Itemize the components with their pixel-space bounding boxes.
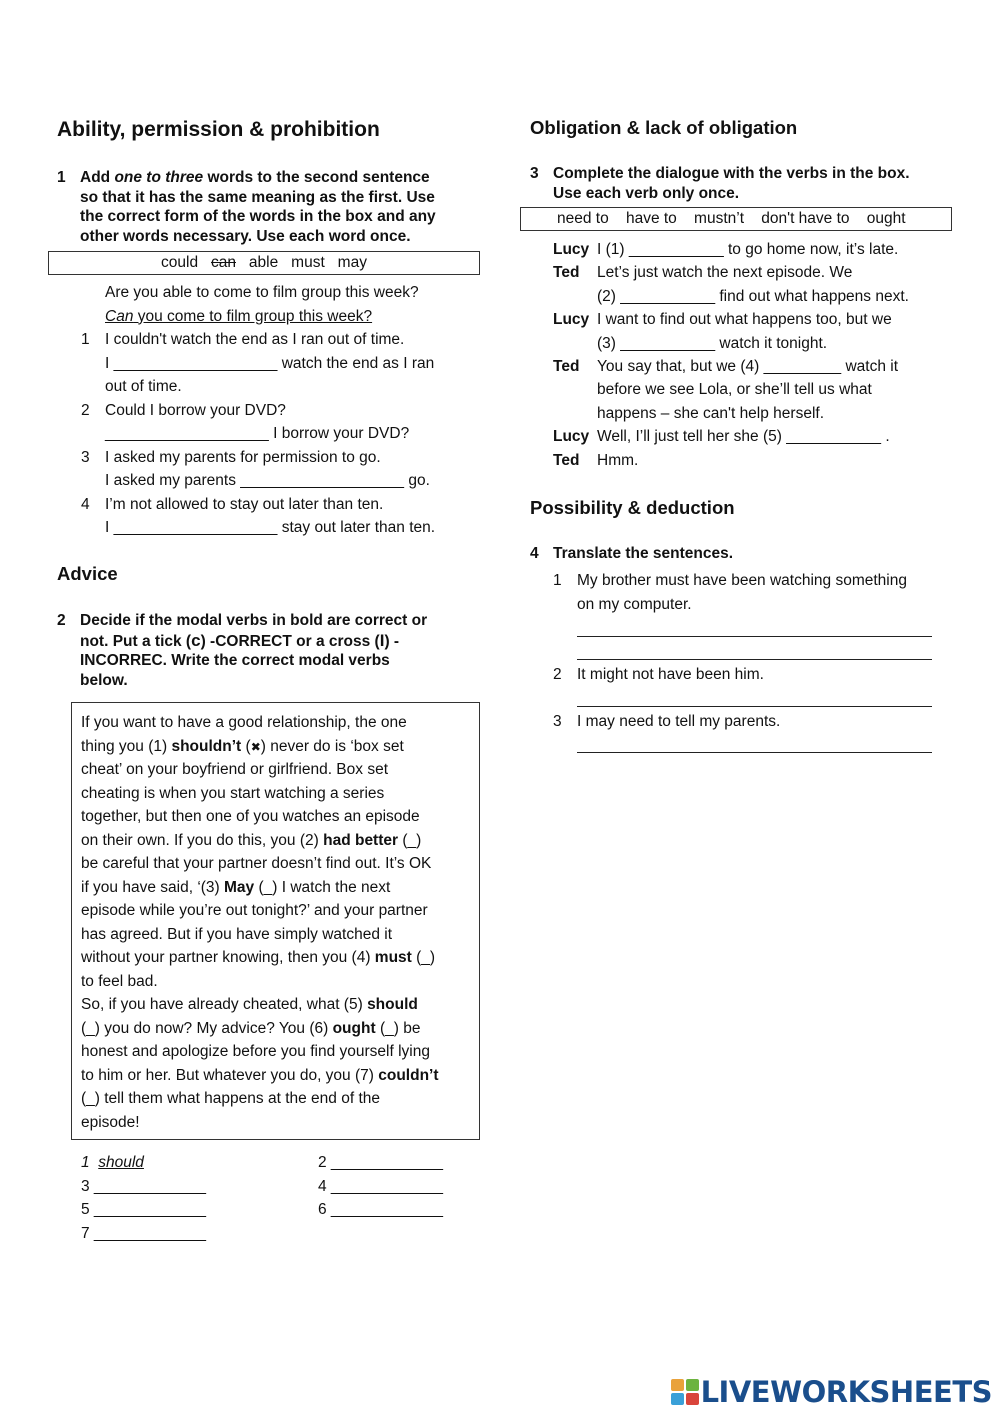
answer-line[interactable]: I asked my parents ___________________ go. <box>105 472 430 489</box>
answer-6[interactable]: 6 _____________ <box>318 1201 443 1218</box>
dialogue-line: Ted You say that, but we (4) _________ watch it <box>553 357 899 375</box>
list-item: 4 I’m not allowed to stay out later than ten. <box>81 495 384 513</box>
box-word: ought <box>866 210 906 227</box>
box-word: may <box>337 254 367 271</box>
answer-slot[interactable]: (_) <box>411 949 436 966</box>
dialogue-line: Lucy I (1) ___________ to go home now, it’s late. <box>553 241 899 258</box>
dialogue: Lucy I (1) ___________ to go home now, it’s late. Ted Let’s just watch the next episode. We (2) ___________ find out what happens next. Lucy I want to find out what happens too, but we (3) ___________ watch it tonight. Ted You say that, but we (4) _________ watch it before we see Lola, or she’ll tell us what happens – she can't help herself. Lucy Well, I’ll just tell her she (5) ___________ . Ted Hmm. <box>553 238 973 472</box>
word-box-ex3 <box>520 207 952 231</box>
box-word: have to <box>625 210 677 227</box>
list-item: 3 I asked my parents for permission to go. <box>81 448 381 466</box>
cross-icon: ✖ <box>250 739 261 754</box>
answer-line[interactable] <box>577 752 932 753</box>
box-word: could <box>161 254 199 271</box>
box-word: able <box>248 254 279 271</box>
exercise-1-items: Are you able to come to film group this week? Can you come to film group this week? 1 I couldn't watch the end as I ran out of time. I ___________________ watch the end as I ran out of time. 2 Could I borrow your DVD? ___________________ I borrow your DVD? 3 I asked my parents for permission to go. I asked my parents ___________________ go. 4 I’m not allowed to stay out later than ten. I ___________________ stay out later than ten. <box>81 281 491 540</box>
section-title-obligation: Obligation & lack of obligation <box>530 117 798 138</box>
box-word: must <box>291 254 325 271</box>
dialogue-line: Lucy I want to find out what happens too, but we <box>553 311 892 329</box>
logo-icon <box>671 1379 699 1405</box>
box-word-used: can <box>211 254 236 271</box>
answer-slot[interactable]: (_) <box>398 831 422 849</box>
exercise-2-instructions: 2 Decide if the modal verbs in bold are correct or not. Put a tick (c) -CORRECT or a cross (I) - INCORREC. Write the correct modal verbs below. <box>57 612 428 689</box>
list-item: 1 My brother must have been watching something <box>553 572 907 589</box>
answer-2[interactable]: 2 _____________ <box>318 1154 443 1171</box>
exercise-1-instructions: 1 Add one to three words to the second sentence so that it has the same meaning as the first. Use the correct form of the words in the box and any other words necessary. Use each word once. <box>57 169 436 245</box>
answer-3[interactable]: 3 _____________ <box>81 1178 206 1195</box>
answer-line[interactable] <box>577 659 932 660</box>
answer-line[interactable]: I ___________________ watch the end as I ran <box>105 354 435 372</box>
dialogue-line: Ted Let’s just watch the next episode. We <box>553 264 853 282</box>
answer-line[interactable]: ___________________ I borrow your DVD? <box>105 425 410 442</box>
answer-5[interactable]: 5 _____________ <box>81 1201 206 1218</box>
reading-passage-box: If you want to have a good relationship, the one thing you (1) shouldn’t (✖) never do is ‘box set cheat’ on your boyfriend or girlfriend. Box set cheating is when you start watching a series together, but then one of you watches an episode on their own. If you do this, you (2) had better (_) be careful that your partner doesn’t find out. It’s OK if you have said, ‘(3) May (_) I watch the next episode while you’re out tonight?’ and your partner has agreed. But if you have simply watched it without your partner knowing, then you (4) must (_) to feel bad. So, if you have already cheated, what (5) should (_) you do now? My advice? You (6) ought (_) be honest and apologize before you find yourself lying to him or her. But whatever you do, you (7) couldn’t (_) tell them what happens at the end of the episode! <box>71 702 480 1140</box>
exercise-number: 1 <box>57 169 66 186</box>
exercise-4-items: 1 My brother must have been watching something on my computer. <box>553 569 953 616</box>
section-title-advice: Advice <box>57 563 118 584</box>
logo-text: LIVEWORKSHEETS <box>700 1375 992 1409</box>
dialogue-line: Lucy Well, I’ll just tell her she (5) ___________ . <box>553 428 890 446</box>
example-answer: Can you come to film group this week? <box>105 307 373 325</box>
example-question: Are you able to come to film group this week? <box>105 284 419 301</box>
word-box-ex1 <box>48 251 480 275</box>
box-word: mustn’t <box>694 210 745 227</box>
answer-4[interactable]: 4 _____________ <box>318 1178 443 1195</box>
exercise-4-instructions: 4 Translate the sentences. <box>530 545 734 562</box>
box-word: don't have to <box>761 210 850 227</box>
liveworksheets-logo[interactable] <box>671 1377 992 1407</box>
tick-symbol: c <box>191 630 201 650</box>
dialogue-line: Ted Hmm. <box>553 451 639 469</box>
answer-7[interactable]: 7 _____________ <box>81 1225 206 1242</box>
list-item: 2 Could I borrow your DVD? <box>81 401 286 419</box>
box-word: need to <box>557 210 609 227</box>
cross-symbol: I <box>379 630 385 650</box>
list-item: 1 I couldn't watch the end as I ran out of time. <box>81 331 405 348</box>
answer-line[interactable]: I ___________________ stay out later than ten. <box>105 519 436 536</box>
section-title-ability: Ability, permission & prohibition <box>57 118 380 141</box>
answer-1: 1 should <box>81 1154 144 1171</box>
answer-line[interactable] <box>577 706 932 707</box>
section-title-possibility: Possibility & deduction <box>530 497 735 518</box>
answer-line[interactable] <box>577 636 932 637</box>
exercise-3-instructions: 3 Complete the dialogue with the verbs in the box. Use each verb only once. <box>530 165 910 202</box>
list-item: 2 It might not have been him. <box>553 666 764 683</box>
list-item: 3 I may need to tell my parents. <box>553 713 781 730</box>
